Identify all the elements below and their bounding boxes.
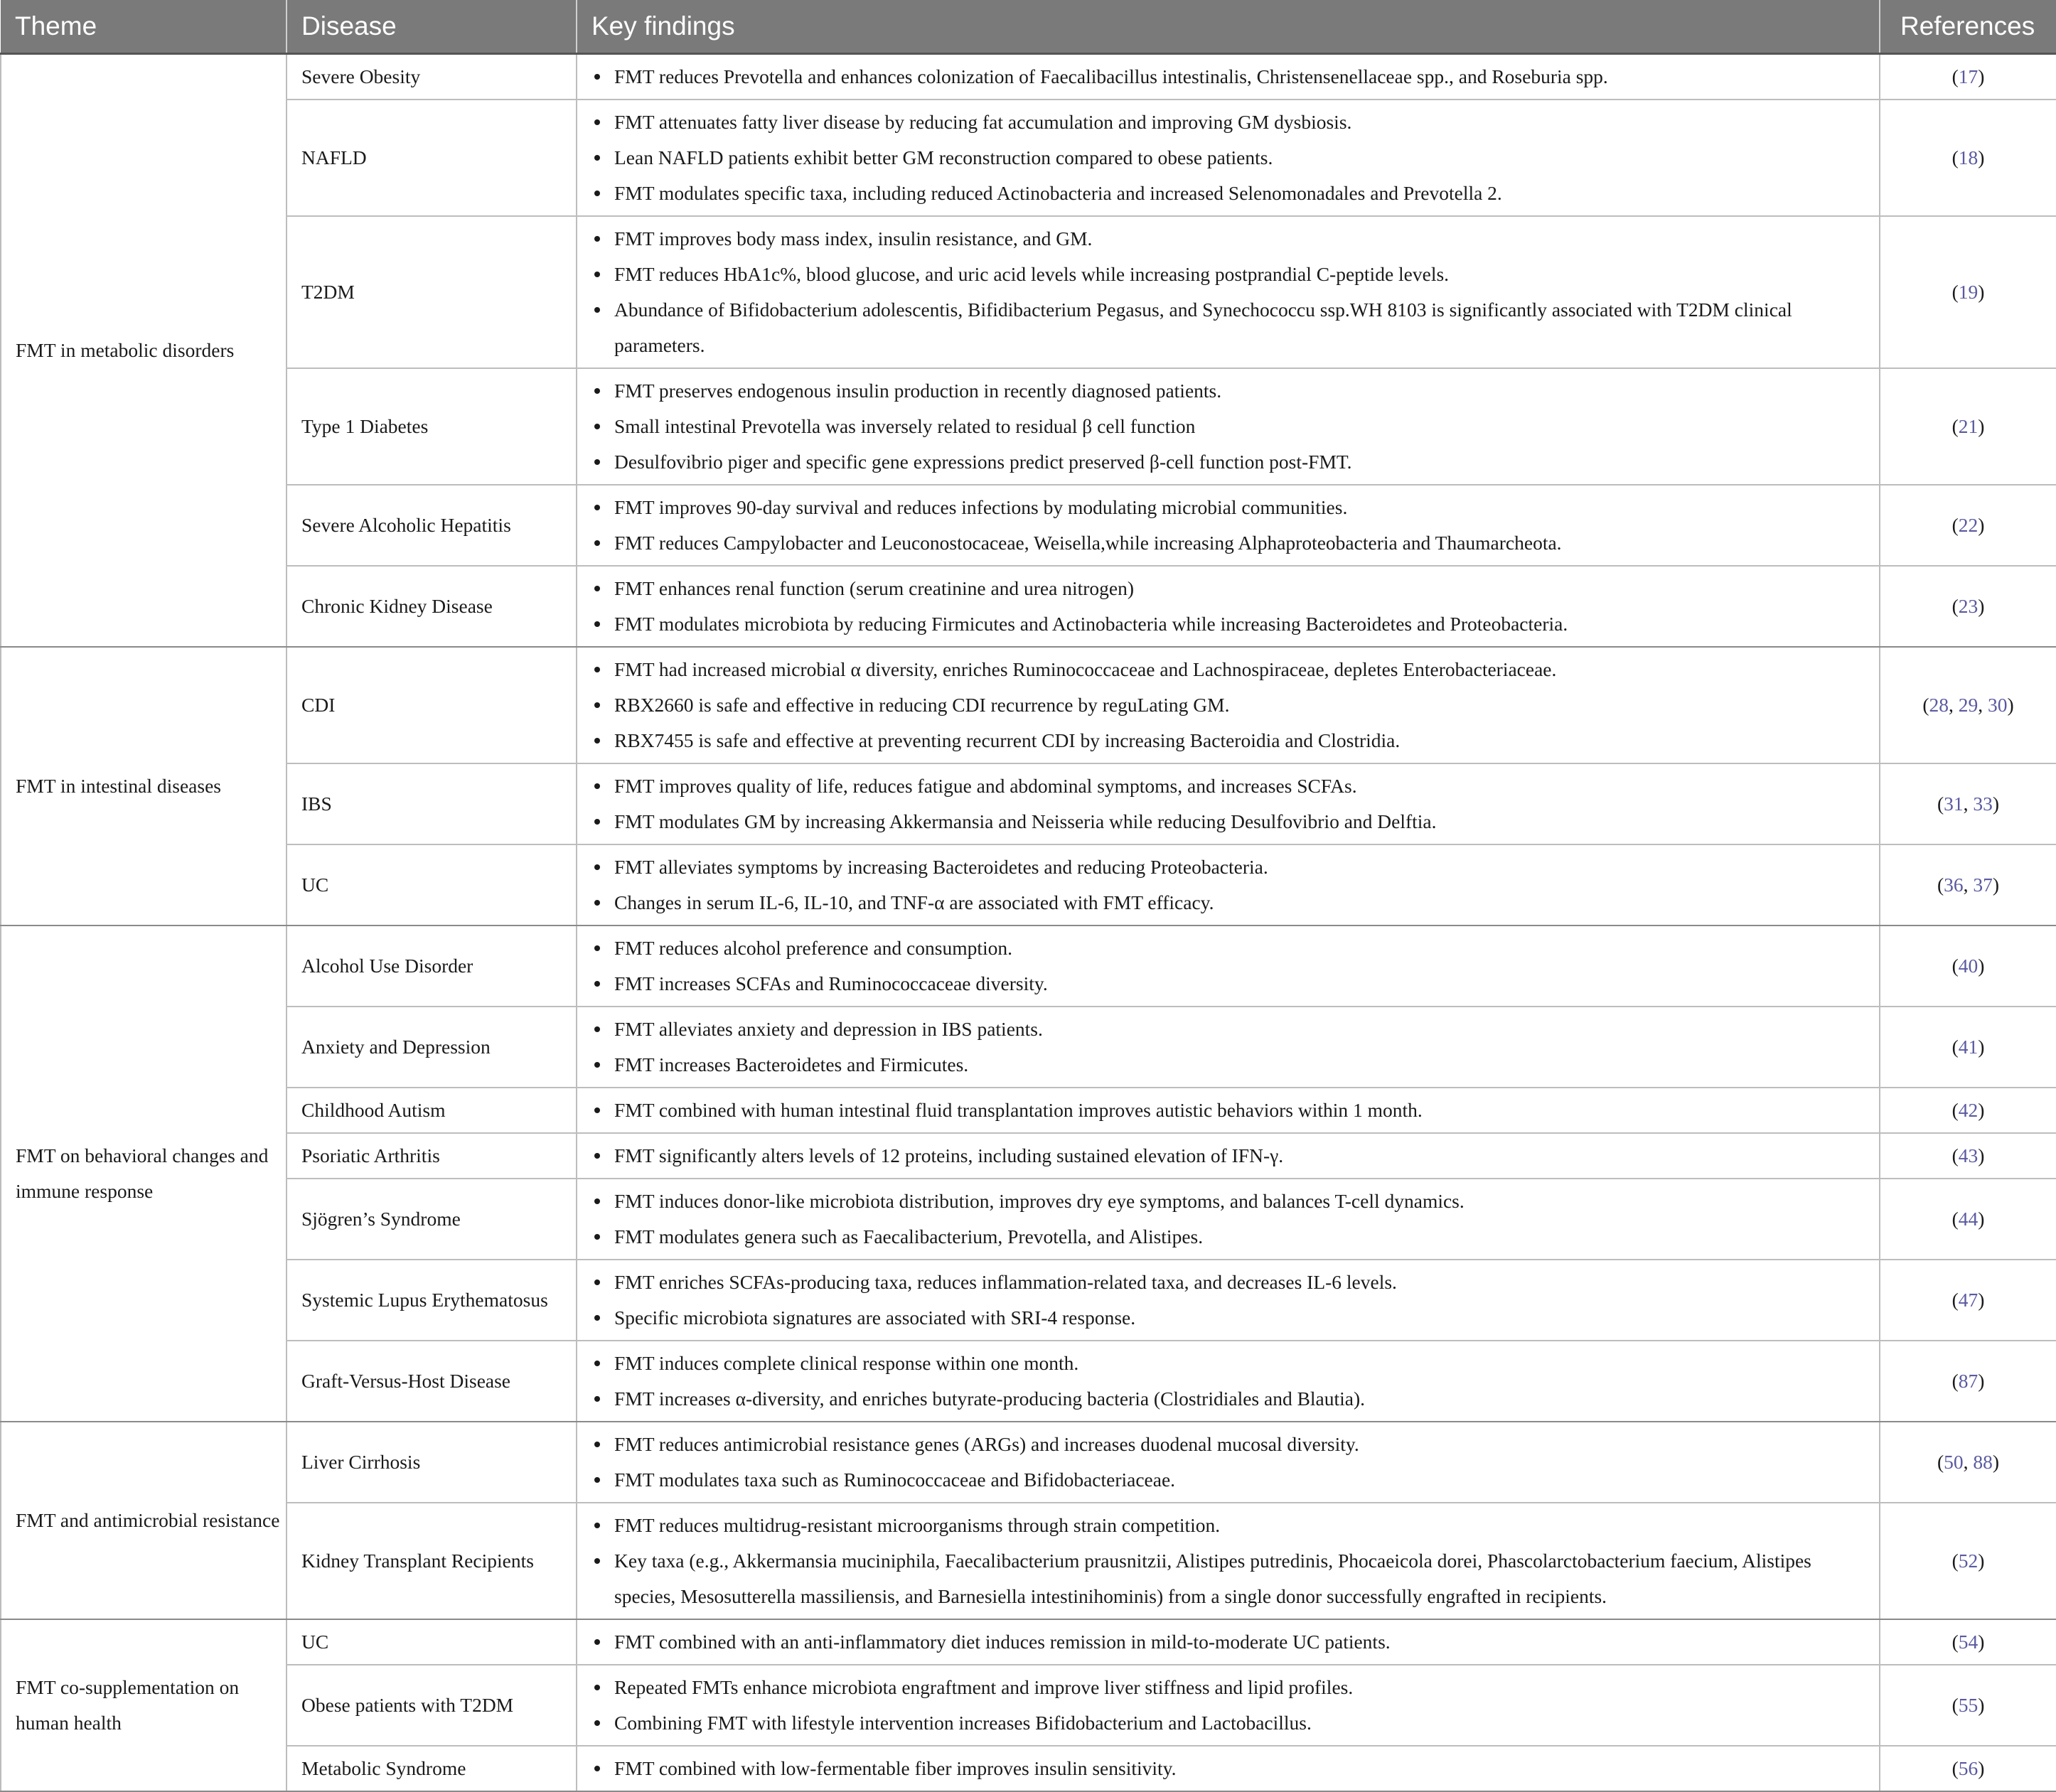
finding-item: Combining FMT with lifestyle intervention increases Bifidobacterium and Lactobacillus. [590, 1705, 1865, 1741]
key-findings-cell [577, 647, 1880, 763]
reference-link[interactable]: 23 [1958, 594, 1979, 617]
open-paren: ( [1951, 1144, 1959, 1166]
table-row [1, 1007, 2056, 1088]
header-references: References [1880, 0, 2056, 53]
finding-item: Repeated FMTs enhance microbiota engraftment and improve liver stiffness and lipid profiles. [590, 1670, 1865, 1705]
disease-cell: Anxiety and Depression [287, 1007, 577, 1088]
close-paren: ) [1978, 1288, 1985, 1311]
references-cell [1880, 1007, 2056, 1088]
close-paren: ) [1978, 280, 1985, 303]
references-cell [1880, 1260, 2056, 1341]
finding-item: FMT increases SCFAs and Ruminococcaceae diversity. [590, 966, 1865, 1002]
table-row [1, 53, 2056, 100]
findings-list [590, 1012, 1865, 1083]
disease-cell: Chronic Kidney Disease [287, 566, 577, 647]
key-findings-cell [577, 1746, 1880, 1791]
open-paren: ( [1951, 1693, 1959, 1716]
disease-cell: UC [287, 844, 577, 925]
disease-cell: Severe Alcoholic Hepatitis [287, 485, 577, 566]
finding-item: FMT induces donor-like microbiota distribution, improves dry eye symptoms, and balances T-cell dynamics. [590, 1184, 1865, 1219]
reference-link[interactable]: 29 [1958, 693, 1979, 716]
finding-item: FMT significantly alters levels of 12 proteins, including sustained elevation of IFN-γ. [590, 1138, 1865, 1174]
finding-item: FMT combined with an anti-inflammatory diet induces remission in mild-to-moderate UC patients. [590, 1624, 1865, 1660]
disease-cell: Sjögren’s Syndrome [287, 1179, 577, 1260]
reference-link[interactable]: 52 [1958, 1549, 1979, 1572]
key-findings-cell [577, 566, 1880, 647]
open-paren: ( [1951, 65, 1959, 87]
findings-list [590, 1265, 1865, 1336]
disease-cell: NAFLD [287, 100, 577, 216]
references-cell [1880, 100, 2056, 216]
key-findings-cell [577, 763, 1880, 844]
table-row [1, 566, 2056, 647]
table-header [1, 0, 2056, 53]
disease-cell: Systemic Lupus Erythematosus [287, 1260, 577, 1341]
findings-list [590, 1670, 1865, 1741]
finding-item: FMT modulates genera such as Faecalibacterium, Prevotella, and Alistipes. [590, 1219, 1865, 1255]
references-cell [1880, 53, 2056, 100]
findings-list [590, 1346, 1865, 1417]
reference-link[interactable]: 19 [1958, 280, 1979, 303]
table-row [1, 1422, 2056, 1503]
key-findings-cell [577, 844, 1880, 925]
reference-link[interactable]: 44 [1958, 1207, 1979, 1230]
reference-link[interactable]: 21 [1958, 414, 1979, 437]
key-findings-cell [577, 1179, 1880, 1260]
finding-item: FMT modulates specific taxa, including reduced Actinobacteria and increased Selenomonadales and Prevotella 2. [590, 176, 1865, 211]
references-cell [1880, 1422, 2056, 1503]
references-cell [1880, 1179, 2056, 1260]
open-paren: ( [1951, 1630, 1959, 1653]
close-paren: ) [1992, 873, 2000, 896]
disease-cell: T2DM [287, 216, 577, 368]
disease-cell: Liver Cirrhosis [287, 1422, 577, 1503]
open-paren: ( [1951, 146, 1959, 168]
references-cell [1880, 566, 2056, 647]
table-row [1, 1665, 2056, 1746]
reference-link[interactable]: 37 [1973, 873, 1993, 896]
key-findings-cell [577, 1619, 1880, 1665]
references-cell [1880, 844, 2056, 925]
table-row [1, 1619, 2056, 1665]
references-cell [1880, 647, 2056, 763]
key-findings-cell [577, 1007, 1880, 1088]
finding-item: FMT increases α-diversity, and enriches butyrate-producing bacteria (Clostridiales and Blautia). [590, 1381, 1865, 1417]
open-paren: ( [1951, 1369, 1959, 1392]
key-findings-cell [577, 1503, 1880, 1619]
finding-item: FMT modulates taxa such as Ruminococcaceae and Bifidobacteriaceae. [590, 1462, 1865, 1498]
close-paren: ) [1978, 594, 1985, 617]
table-row [1, 1179, 2056, 1260]
ref-separator: , [1963, 792, 1974, 815]
reference-link[interactable]: 88 [1973, 1450, 1993, 1473]
close-paren: ) [1978, 954, 1985, 977]
table-row [1, 647, 2056, 763]
close-paren: ) [1978, 1549, 1985, 1572]
key-findings-cell [577, 216, 1880, 368]
finding-item: FMT improves quality of life, reduces fatigue and abdominal symptoms, and increases SCFAs. [590, 768, 1865, 804]
findings-list [590, 373, 1865, 480]
key-findings-cell [577, 925, 1880, 1007]
finding-item: FMT modulates microbiota by reducing Firmicutes and Actinobacteria while increasing Bacteroidetes and Proteobacteria. [590, 606, 1865, 642]
header-theme: Theme [1, 0, 287, 53]
finding-item: FMT improves body mass index, insulin resistance, and GM. [590, 221, 1865, 257]
references-cell [1880, 216, 2056, 368]
close-paren: ) [1978, 1693, 1985, 1716]
disease-cell: Obese patients with T2DM [287, 1665, 577, 1746]
references-cell [1880, 368, 2056, 485]
findings-list [590, 490, 1865, 561]
open-paren: ( [1951, 414, 1959, 437]
open-paren: ( [1951, 1207, 1959, 1230]
reference-link[interactable]: 17 [1958, 65, 1979, 87]
disease-cell: Psoriatic Arthritis [287, 1133, 577, 1179]
references-cell [1880, 763, 2056, 844]
close-paren: ) [1978, 414, 1985, 437]
ref-separator: , [1963, 1450, 1974, 1473]
disease-cell: Severe Obesity [287, 53, 577, 100]
references-cell [1880, 1665, 2056, 1746]
open-paren: ( [1951, 513, 1959, 536]
reference-link[interactable]: 22 [1958, 513, 1979, 536]
finding-item: FMT enhances renal function (serum creatinine and urea nitrogen) [590, 571, 1865, 606]
table-row [1, 1341, 2056, 1422]
open-paren: ( [1951, 594, 1959, 617]
close-paren: ) [1978, 513, 1985, 536]
key-findings-cell [577, 1665, 1880, 1746]
findings-list [590, 652, 1865, 758]
table-body [1, 53, 2056, 1791]
table-row [1, 763, 2056, 844]
finding-item: RBX7455 is safe and effective at preventing recurrent CDI by increasing Bacteroidia and Clostridia. [590, 723, 1865, 758]
references-cell [1880, 485, 2056, 566]
findings-list [590, 1624, 1865, 1660]
finding-item: FMT modulates GM by increasing Akkermansia and Neisseria while reducing Desulfovibrio and Delftia. [590, 804, 1865, 839]
finding-item: FMT attenuates fatty liver disease by reducing fat accumulation and improving GM dysbiosis. [590, 104, 1865, 140]
open-paren: ( [1951, 1098, 1959, 1121]
reference-link[interactable]: 18 [1958, 146, 1979, 168]
close-paren: ) [1978, 1144, 1985, 1166]
close-paren: ) [2007, 693, 2014, 716]
open-paren: ( [1937, 1450, 1944, 1473]
finding-item: FMT alleviates anxiety and depression in IBS patients. [590, 1012, 1865, 1047]
findings-list [590, 59, 1865, 95]
table-row [1, 1088, 2056, 1133]
finding-item: Key taxa (e.g., Akkermansia muciniphila, Faecalibacterium prausnitzii, Alistipes putredinis, Phocaeicola dorei, Phascolarctobacterium faecium, Alistipes species, Mesosutterella massiliensis, and Barnesiella intestinihominis) from a single donor successfully engrafted in recipients. [590, 1543, 1865, 1614]
key-findings-cell [577, 100, 1880, 216]
findings-list [590, 1184, 1865, 1255]
table-row [1, 844, 2056, 925]
references-cell [1880, 1746, 2056, 1791]
references-cell [1880, 1341, 2056, 1422]
references-cell [1880, 1503, 2056, 1619]
table-row [1, 1260, 2056, 1341]
close-paren: ) [1978, 1369, 1985, 1392]
references-cell [1880, 925, 2056, 1007]
finding-item: FMT alleviates symptoms by increasing Bacteroidetes and reducing Proteobacteria. [590, 849, 1865, 885]
table-row [1, 368, 2056, 485]
finding-item: Lean NAFLD patients exhibit better GM reconstruction compared to obese patients. [590, 140, 1865, 176]
finding-item: FMT had increased microbial α diversity, enriches Ruminococcaceae and Lachnospiraceae, depletes Enterobacteriaceae. [590, 652, 1865, 687]
disease-cell: Type 1 Diabetes [287, 368, 577, 485]
finding-item: FMT reduces Prevotella and enhances colonization of Faecalibacillus intestinalis, Christensenellaceae spp., and Roseburia spp. [590, 59, 1865, 95]
open-paren: ( [1922, 693, 1929, 716]
close-paren: ) [1978, 65, 1985, 87]
table-row [1, 1746, 2056, 1791]
findings-list [590, 930, 1865, 1002]
key-findings-cell [577, 368, 1880, 485]
reference-link[interactable]: 36 [1944, 873, 1964, 896]
references-cell [1880, 1088, 2056, 1133]
open-paren: ( [1937, 792, 1944, 815]
reference-link[interactable]: 42 [1958, 1098, 1979, 1121]
close-paren: ) [1992, 792, 2000, 815]
reference-link[interactable]: 87 [1958, 1369, 1979, 1392]
reference-link[interactable]: 40 [1958, 954, 1979, 977]
close-paren: ) [1978, 1756, 1985, 1779]
findings-list [590, 104, 1865, 211]
theme-cell: FMT in intestinal diseases [1, 647, 287, 925]
finding-item: FMT combined with low-fermentable fiber improves insulin sensitivity. [590, 1751, 1865, 1786]
reference-link[interactable]: 30 [1988, 693, 2008, 716]
close-paren: ) [1978, 1035, 1985, 1058]
key-findings-cell [577, 1260, 1880, 1341]
disease-cell: IBS [287, 763, 577, 844]
disease-cell: CDI [287, 647, 577, 763]
key-findings-cell [577, 1341, 1880, 1422]
finding-item: FMT enriches SCFAs-producing taxa, reduces inflammation-related taxa, and decreases IL-6 levels. [590, 1265, 1865, 1300]
disease-cell: Metabolic Syndrome [287, 1746, 577, 1791]
close-paren: ) [1978, 146, 1985, 168]
finding-item: FMT reduces alcohol preference and consumption. [590, 930, 1865, 966]
header-row [1, 0, 2056, 53]
finding-item: FMT reduces antimicrobial resistance genes (ARGs) and increases duodenal mucosal diversity. [590, 1427, 1865, 1462]
header-key-findings: Key findings [577, 0, 1880, 53]
table-row [1, 1133, 2056, 1179]
findings-list [590, 571, 1865, 642]
close-paren: ) [1978, 1630, 1985, 1653]
key-findings-cell [577, 1133, 1880, 1179]
findings-list [590, 1093, 1865, 1128]
findings-list [590, 768, 1865, 839]
finding-item: RBX2660 is safe and effective in reducing CDI recurrence by reguLating GM. [590, 687, 1865, 723]
theme-cell: FMT co-supplementation on human health [1, 1619, 287, 1791]
key-findings-cell [577, 53, 1880, 100]
reference-link[interactable]: 31 [1944, 792, 1964, 815]
finding-item: FMT increases Bacteroidetes and Firmicutes. [590, 1047, 1865, 1083]
finding-item: Changes in serum IL-6, IL-10, and TNF-α are associated with FMT efficacy. [590, 885, 1865, 921]
finding-item: FMT induces complete clinical response within one month. [590, 1346, 1865, 1381]
reference-link[interactable]: 28 [1929, 693, 1949, 716]
finding-item: Small intestinal Prevotella was inversely related to residual β cell function [590, 409, 1865, 444]
disease-cell: Childhood Autism [287, 1088, 577, 1133]
header-disease: Disease [287, 0, 577, 53]
open-paren: ( [1951, 954, 1959, 977]
findings-list [590, 1138, 1865, 1174]
reference-link[interactable]: 54 [1958, 1630, 1979, 1653]
references-cell [1880, 1133, 2056, 1179]
close-paren: ) [1978, 1098, 1985, 1121]
open-paren: ( [1951, 1549, 1959, 1572]
table-row [1, 925, 2056, 1007]
reference-link[interactable]: 55 [1958, 1693, 1979, 1716]
finding-item: Desulfovibrio piger and specific gene expressions predict preserved β-cell function post-FMT. [590, 444, 1865, 480]
ref-separator: , [1949, 693, 1959, 716]
key-findings-cell [577, 485, 1880, 566]
table-row [1, 100, 2056, 216]
theme-cell: FMT in metabolic disorders [1, 53, 287, 647]
finding-item: FMT reduces multidrug-resistant microorganisms through strain competition. [590, 1508, 1865, 1543]
reference-link[interactable]: 43 [1958, 1144, 1979, 1166]
reference-link[interactable]: 33 [1973, 792, 1993, 815]
theme-cell: FMT and antimicrobial resistance [1, 1422, 287, 1619]
reference-link[interactable]: 50 [1944, 1450, 1964, 1473]
reference-link[interactable]: 47 [1958, 1288, 1979, 1311]
finding-item: FMT reduces Campylobacter and Leuconostocaceae, Weisella,while increasing Alphaproteobacteria and Thaumarcheota. [590, 525, 1865, 561]
disease-cell: Kidney Transplant Recipients [287, 1503, 577, 1619]
open-paren: ( [1951, 1756, 1959, 1779]
open-paren: ( [1937, 873, 1944, 896]
finding-item: FMT reduces HbA1c%, blood glucose, and uric acid levels while increasing postprandial C-peptide levels. [590, 257, 1865, 292]
table-row [1, 216, 2056, 368]
key-findings-cell [577, 1422, 1880, 1503]
findings-list [590, 1508, 1865, 1614]
ref-separator: , [1963, 873, 1974, 896]
ref-separator: , [1978, 693, 1988, 716]
theme-cell: FMT on behavioral changes and immune response [1, 925, 287, 1422]
finding-item: FMT preserves endogenous insulin production in recently diagnosed patients. [590, 373, 1865, 409]
disease-cell: Graft-Versus-Host Disease [287, 1341, 577, 1422]
disease-cell: Alcohol Use Disorder [287, 925, 577, 1007]
reference-link[interactable]: 56 [1958, 1756, 1979, 1779]
open-paren: ( [1951, 1288, 1959, 1311]
table-row [1, 1503, 2056, 1619]
finding-item: FMT improves 90-day survival and reduces infections by modulating microbial communities. [590, 490, 1865, 525]
findings-list [590, 849, 1865, 921]
finding-item: FMT combined with human intestinal fluid transplantation improves autistic behaviors within 1 month. [590, 1093, 1865, 1128]
finding-item: Abundance of Bifidobacterium adolescentis, Bifidibacterium Pegasus, and Synechococcu ssp.WH 8103 is significantly associated with T2DM clinical parameters. [590, 292, 1865, 363]
findings-list [590, 1751, 1865, 1786]
open-paren: ( [1951, 280, 1959, 303]
disease-cell: UC [287, 1619, 577, 1665]
close-paren: ) [1992, 1450, 2000, 1473]
key-findings-cell [577, 1088, 1880, 1133]
findings-list [590, 221, 1865, 363]
close-paren: ) [1978, 1207, 1985, 1230]
table-row [1, 485, 2056, 566]
finding-item: Specific microbiota signatures are associated with SRI-4 response. [590, 1300, 1865, 1336]
reference-link[interactable]: 41 [1958, 1035, 1979, 1058]
references-cell [1880, 1619, 2056, 1665]
open-paren: ( [1951, 1035, 1959, 1058]
findings-list [590, 1427, 1865, 1498]
